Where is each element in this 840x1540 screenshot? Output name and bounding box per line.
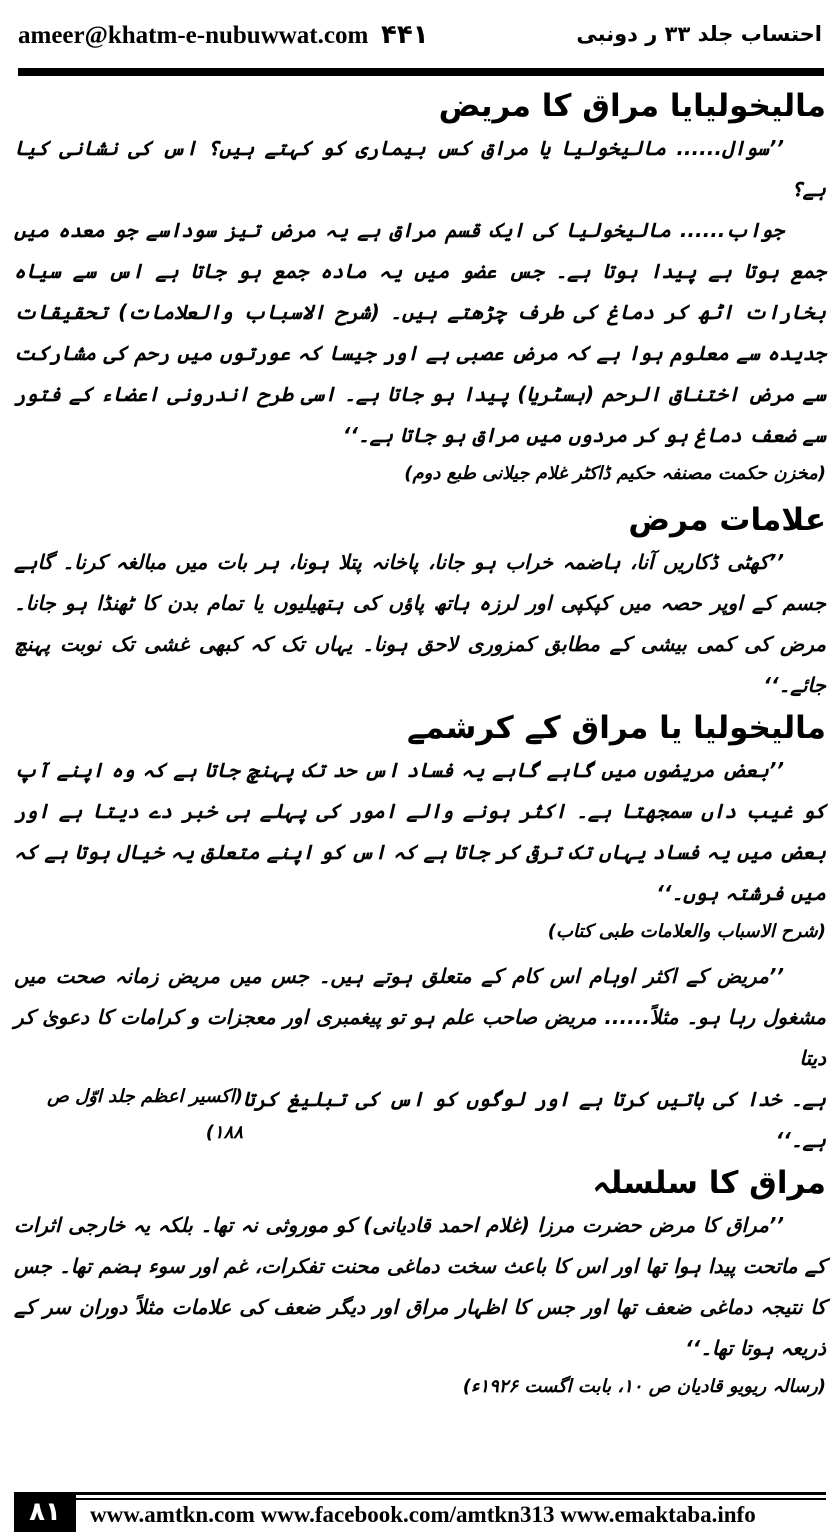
page-content bbox=[14, 84, 826, 1411]
delusion-paragraph: ’’بعض مریضوں میں گاہے گاہے یہ فساد اس حد تک پہنچ جاتا ہے کہ وہ اپنے آپ کو غیب داں سمجھتا ہے۔ اکثر ہونے والے امور کی پہلے ہی خبر دے دیتا ہے اور بعض میں یہ فساد یہاں تک ترقی کر جاتا ہے کہ اس کو اپنے متعلق یہ خیال ہوتا ہے کہ میں فرشتہ ہوں۔‘‘ bbox=[14, 758, 826, 905]
source-citation-4: (رسالہ ریویو قادیان ص ۱۰، بابت اگست ۱۹۲۶ء) bbox=[462, 1376, 826, 1397]
header-rule bbox=[18, 68, 824, 76]
patient-paragraph-end: ہے۔ خدا کی باتیں کرتا ہے اور لوگوں کو اس کی تبلیغ کرتا ہے۔‘‘ bbox=[242, 1087, 826, 1152]
patient-paragraph: ’’مریض کے اکثر اوہام اس کام کے متعلق ہوتے ہیں۔ جس میں مریض زمانہ صحت میں مشغول رہا ہو۔ مثلاً...... مریض صاحب علم ہو تو پیغمبری اور معجزات و کرامات کا دعویٰ کر دیتا bbox=[14, 964, 826, 1070]
source-citation-2: (شرح الاسباب والعلامات طبی کتاب) bbox=[547, 921, 826, 942]
section-heading-2: علامات مرض bbox=[628, 502, 826, 538]
header-email: ameer@khatm-e-nubuwwat.com bbox=[18, 22, 369, 49]
footer-rule-thin bbox=[76, 1498, 826, 1500]
section-heading-4: مراق کا سلسلہ bbox=[592, 1165, 826, 1201]
section-heading-3: مالیخولیا یا مراق کے کرشمے bbox=[406, 710, 826, 746]
header-page-number: ۴۴۱ bbox=[381, 20, 429, 50]
page-footer bbox=[0, 1480, 840, 1540]
answer-paragraph: جواب...... مالیخولیا کی ایک قسم مراق ہے یہ مرض تیز سوداسے جو معدہ میں جمع ہوتا ہے پیدا ہوتا ہے۔ جس عضو میں یہ مادہ جمع ہو جاتا ہے اس سے سیاہ بخارات اٹھ کر دماغ کی طرف چڑھتے ہیں۔ (شرح الاسباب والعلامات) تحقیقات جدیدہ سے معلوم ہوا ہے کہ مرض عصبی ہے اور جیسا کہ عورتوں میں رحم کی مشارکت سے مرض اختناق الرحم (ہسٹریا) پیدا ہو جاتا ہے۔ اسی طرح اندرونی اعضاء کے فتور سے ضعف دماغ ہو کر مردوں میں مراق ہو جاتا ہے۔‘‘ bbox=[14, 218, 826, 447]
question-paragraph: ’’سوال...... مالیخولیا یا مراق کس بیماری کو کہتے ہیں؟ اس کی نشانی کیا ہے؟ bbox=[14, 136, 826, 201]
footer-rule bbox=[76, 1492, 826, 1495]
symptoms-paragraph: ’’کھٹی ڈکاریں آنا، ہاضمہ خراب ہو جانا، پاخانہ پتلا ہونا، ہر بات میں مبالغہ کرنا۔ گاہے جسم کے اوپر حصہ میں کپکپی اور لرزہ ہاتھ پاؤں کی ہتھیلیوں یا تمام بدن کا ٹھنڈا ہو جانا۔ مرض کی کمی بیشی کے مطابق کمزوری لاحق ہونا۔ یہاں تک کہ کبھی غشی تک نوبت پہنچ جائے۔‘‘ bbox=[14, 550, 826, 697]
header-title: احتساب جلد ۳۳ ر دونبی bbox=[576, 22, 822, 46]
footer-urls: www.amtkn.com www.facebook.com/amtkn313 www.emaktaba.info bbox=[90, 1502, 756, 1527]
paragraph-last-line-row bbox=[14, 1079, 826, 1161]
lineage-paragraph: ’’مراق کا مرض حضرت مرزا (غلام احمد قادیانی) کو موروثی نہ تھا۔ بلکہ یہ خارجی اثرات کے ماتحت پیدا ہوا تھا اور اس کا باعث سخت دماغی محنت تفکرات، غم اور سوء ہضم تھا۔ جس کا نتیجہ دماغی ضعف تھا اور جس کا اظہار مراق اور دیگر ضعف کی علامات مثلاً دوران سر کے ذریعہ ہوتا تھا۔‘‘ bbox=[14, 1213, 826, 1360]
source-citation-3: (اکسیر اعظم جلد اوّل ص ۱۸۸) bbox=[47, 1086, 243, 1143]
section-heading-1: مالیخولیایا مراق کا مریض bbox=[438, 88, 826, 124]
footer-page-number: ۸۱ bbox=[14, 1492, 76, 1532]
page-header bbox=[0, 0, 840, 66]
source-citation-1: (مخزن حکمت مصنفہ حکیم ڈاکٹر غلام جیلانی طبع دوم) bbox=[404, 463, 826, 484]
